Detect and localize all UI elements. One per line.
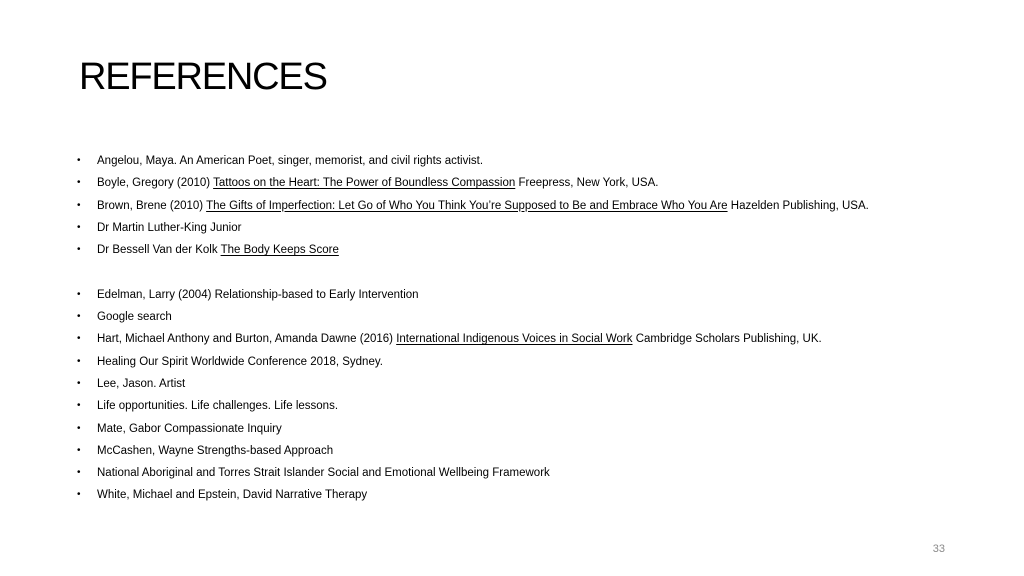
reference-item: [75, 484, 975, 506]
reference-text: Life opportunities. Life challenges. Life lessons.: [97, 400, 339, 413]
reference-item: [75, 418, 975, 440]
page-number: 33: [932, 543, 945, 555]
reference-text: Boyle, Gregory (2010): [97, 177, 214, 190]
reference-item: [75, 440, 975, 462]
reference-title-link[interactable]: The Body Keeps Score: [220, 244, 339, 257]
reference-text: Dr Bessell Van der Kolk: [97, 244, 221, 257]
bullet-icon: •: [77, 422, 81, 434]
reference-title-link[interactable]: Tattoos on the Heart: The Power of Boundless Compassion: [213, 177, 516, 190]
reference-text: Edelman, Larry (2004) Relationship-based to Early Intervention: [97, 288, 419, 301]
bullet-icon: •: [77, 311, 81, 323]
reference-item: [75, 351, 975, 373]
reference-item: [75, 150, 975, 172]
reference-item: [75, 328, 975, 350]
bullet-icon: •: [77, 467, 81, 479]
reference-item: [75, 373, 975, 395]
reference-text: Angelou, Maya. An American Poet, singer, memorist, and civil rights activist.: [97, 155, 484, 167]
reference-text: Hart, Michael Anthony and Burton, Amanda Dawne (2016): [97, 333, 397, 346]
reference-item: [75, 462, 975, 484]
bullet-icon: •: [77, 355, 81, 367]
reference-item: [75, 239, 975, 261]
bullet-icon: •: [77, 244, 81, 256]
bullet-icon: •: [77, 489, 81, 501]
reference-text: McCashen, Wayne Strengths-based Approach: [97, 444, 334, 457]
reference-publisher: Hazelden Publishing, USA.: [727, 199, 869, 212]
reference-list: [75, 150, 975, 507]
reference-text: Lee, Jason. Artist: [97, 377, 186, 390]
bullet-icon: •: [77, 333, 81, 345]
reference-text: White, Michael and Epstein, David Narrative Therapy: [97, 489, 368, 502]
reference-text: National Aboriginal and Torres Strait Islander Social and Emotional Wellbeing Framework: [97, 467, 550, 480]
reference-text: Google search: [97, 311, 172, 324]
reference-publisher: Freepress, New York, USA.: [515, 177, 659, 190]
reference-title-link[interactable]: International Indigenous Voices in Social Work: [396, 333, 633, 346]
slide-title: REFERENCES: [79, 56, 327, 98]
reference-text: Brown, Brene (2010): [97, 199, 207, 212]
reference-item: [75, 284, 975, 306]
reference-title-link[interactable]: The Gifts of Imperfection: Let Go of Who You Think You’re Supposed to Be and Embrace Who You Are: [206, 199, 728, 212]
reference-publisher: Cambridge Scholars Publishing, UK.: [632, 333, 822, 346]
bullet-icon: •: [77, 177, 81, 189]
reference-text: Mate, Gabor Compassionate Inquiry: [97, 422, 282, 435]
bullet-icon: •: [77, 288, 81, 300]
reference-item: [75, 395, 975, 417]
bullet-icon: •: [77, 221, 81, 233]
bullet-icon: •: [77, 155, 81, 166]
reference-text: Healing Our Spirit Worldwide Conference 2018, Sydney.: [97, 355, 383, 368]
reference-item: [75, 306, 975, 328]
bullet-icon: •: [77, 377, 81, 389]
reference-item: [75, 172, 975, 194]
bullet-icon: •: [77, 199, 81, 211]
reference-text: Dr Martin Luther-King Junior: [97, 221, 242, 234]
bullet-icon: •: [77, 400, 81, 412]
reference-item: [75, 217, 975, 239]
reference-item: [75, 195, 975, 217]
bullet-icon: •: [77, 444, 81, 456]
